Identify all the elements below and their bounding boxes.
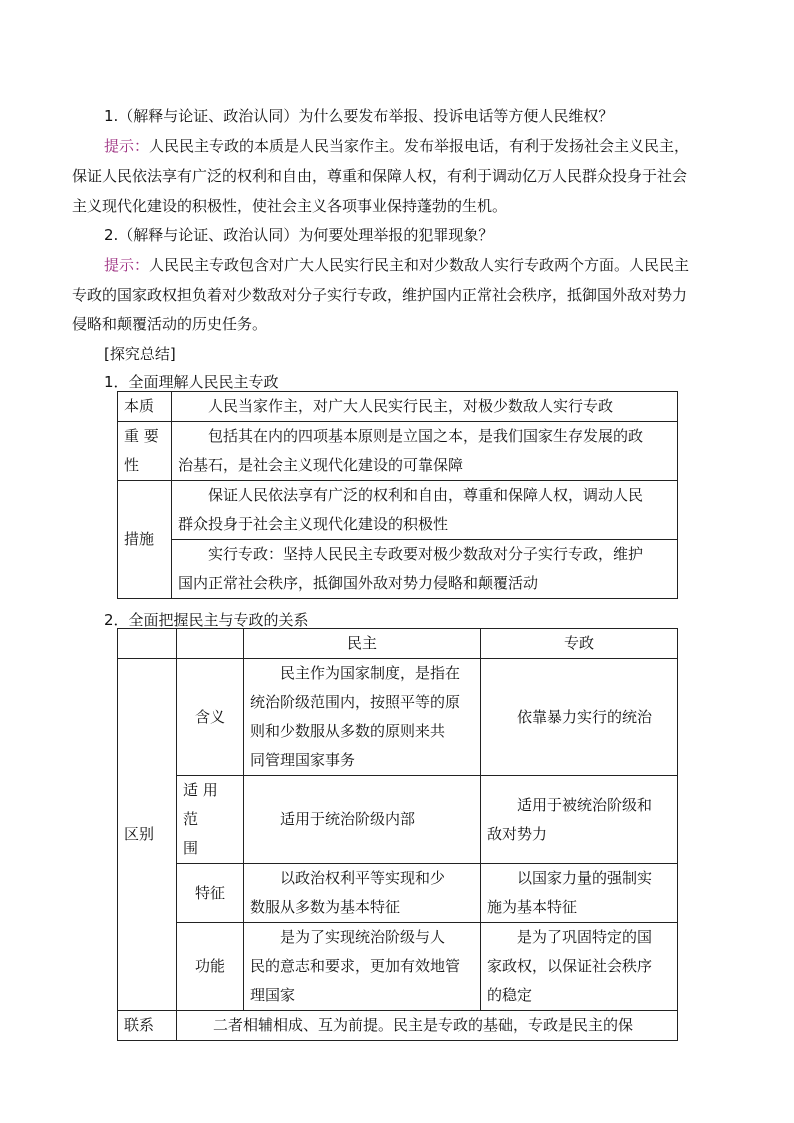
table-row	[118, 776, 678, 864]
row-content: 包括其在内的四项基本原则是立国之本，是我们国家生存发展的政 治基石，是社会主义现代化建设的可靠保障	[172, 422, 678, 481]
table-row	[118, 923, 678, 1011]
cell-minzhu: 以政治权利平等实现和少 数服从多数为基本特征	[244, 864, 481, 923]
row-label: 措施	[118, 481, 172, 599]
column-header-minzhu: 民主	[244, 629, 481, 659]
table-1-title: 1．全面理解人民民主专政	[104, 373, 279, 391]
row-label: 含义	[177, 659, 244, 776]
row-content: 保证人民依法享有广泛的权利和自由，尊重和保障人权，调动人民 群众投身于社会主义现代化建设的积极性	[172, 481, 678, 540]
table-row	[118, 864, 678, 923]
table-row	[118, 629, 678, 659]
table-2	[117, 628, 678, 1041]
answer-2-line-2: 专政的国家政权担负着对少数敌对分子实行专政，维护国内正常社会秩序，抵御国外敌对势力	[72, 286, 688, 304]
table-row	[118, 540, 678, 599]
row-content: 实行专政：坚持人民民主专政要对极少数敌对分子实行专政，维护 国内正常社会秩序，抵御国外敌对势力侵略和颠覆活动	[172, 540, 678, 599]
cell-zhuanzheng: 以国家力量的强制实 施为基本特征	[481, 864, 678, 923]
question-2: 2.（解释与论证、政治认同）为何要处理举报的犯罪现象？	[104, 226, 494, 244]
row-label: 本质	[118, 392, 172, 422]
table-1	[117, 391, 678, 599]
table-2-title: 2．全面把握民主与专政的关系	[104, 611, 309, 629]
table-row	[118, 659, 678, 776]
answer-2-line-3: 侵略和颠覆活动的历史任务。	[72, 315, 268, 333]
question-1: 1.（解释与论证、政治认同）为什么要发布举报、投诉电话等方便人民维权？	[104, 107, 614, 125]
cell-zhuanzheng: 是为了巩固特定的国 家政权，以保证社会秩序 的稳定	[481, 923, 678, 1011]
hint-label: 提示：	[104, 256, 150, 274]
table-row	[118, 392, 678, 422]
answer-1-line-3: 主义现代化建设的积极性，使社会主义各项事业保持蓬勃的生机。	[72, 197, 508, 215]
row-content: 人民当家作主，对广大人民实行民主，对极少数敌人实行专政	[172, 392, 678, 422]
link-label: 联系	[118, 1011, 177, 1041]
cell-minzhu: 适用于统治阶级内部	[244, 776, 481, 864]
hint-label: 提示：	[104, 137, 150, 155]
row-label: 功能	[177, 923, 244, 1011]
answer-1-line-2: 保证人民依法享有广泛的权利和自由，尊重和保障人权，有利于调动亿万人民群众投身于社会	[72, 167, 688, 185]
row-label: 适 用 范 围	[177, 776, 244, 864]
cell-minzhu: 是为了实现统治阶级与人 民的意志和要求，更加有效地管 理国家	[244, 923, 481, 1011]
link-content: 二者相辅相成、互为前提。民主是专政的基础，专政是民主的保	[177, 1011, 678, 1041]
table-row	[118, 422, 678, 481]
summary-title: [探究总结]	[104, 345, 176, 363]
diff-label: 区别	[118, 659, 177, 1011]
answer-1-line-1: 提示：人民民主专政的本质是人民当家作主。发布举报电话，有利于发扬社会主义民主，	[104, 137, 690, 155]
row-label: 重 要 性	[118, 422, 172, 481]
row-label: 特征	[177, 864, 244, 923]
cell-zhuanzheng: 适用于被统治阶级和 敌对势力	[481, 776, 678, 864]
answer-2-line-1: 提示：人民民主专政包含对广大人民实行民主和对少数敌人实行专政两个方面。人民民主	[104, 256, 690, 274]
table-row	[118, 1011, 678, 1041]
cell-minzhu: 民主作为国家制度，是指在 统治阶级范围内，按照平等的原 则和少数服从多数的原则来共 同管理国家事务	[244, 659, 481, 776]
column-header-zhuanzheng: 专政	[481, 629, 678, 659]
cell-zhuanzheng: 依靠暴力实行的统治	[481, 659, 678, 776]
table-row	[118, 481, 678, 540]
